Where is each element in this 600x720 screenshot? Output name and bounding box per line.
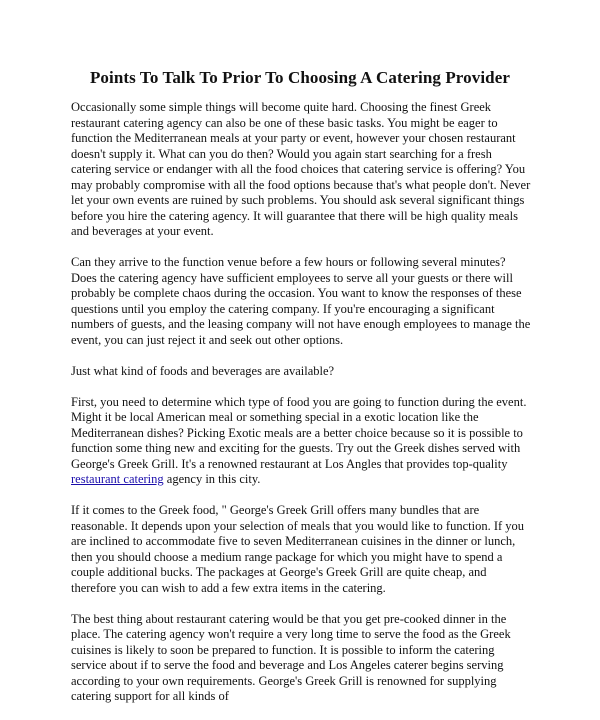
document-body: [71, 100, 531, 720]
paragraph-intro: Occasionally some simple things will become quite hard. Choosing the finest Greek restaurant catering agency can also be one of these basic tasks. You might be eager to function the Mediterranean meals at your party or event, however your chosen restaurant doesn't supply it. What can you do then? Would you again start searching for a fresh catering service or endanger with all the food choices that catering service is offering? You may probably compromise with all the food options because that's what people don't. Never let your own events are ruined by such problems. You should ask several significant things before you hire the catering agency. It will guarantee that there will be high quality meals and beverages at your event.: [71, 100, 531, 238]
paragraph-question: Just what kind of foods and beverages are available?: [71, 363, 335, 378]
restaurant-catering-link[interactable]: restaurant catering: [71, 472, 164, 486]
paragraph-greek-food: If it comes to the Greek food, " George's Greek Grill offers many bundles that are reasonable. It depends upon your selection of meals that you would like to function. If you are inclined to accommodate five to seven Mediterranean cuisines in the dinner or lunch, then you should choose a medium range package for which you might have to spend a couple additional bucks. The packages at George's Greek Grill are quite cheap, and therefore you can wish to add a few extra items in the catering.: [71, 503, 525, 595]
page-title: Points To Talk To Prior To Choosing A Catering Provider: [89, 68, 511, 87]
paragraph-arrival: Can they arrive to the function venue before a few hours or following several minutes? Does the catering agency have sufficient employees to serve all your guests or there will probably be complete chaos during the occasion. You want to know the responses of these questions until you employ the catering company. If you're encouraging a significant numbers of guests, and the leasing company will not have enough employees to manage the event, you can just reject it and seek out other options.: [71, 255, 531, 347]
paragraph-food-type: [71, 395, 531, 488]
paragraph-best-thing: The best thing about restaurant catering would be that you get pre-cooked dinner in the place. The catering agency won't require a very long time to serve the food as the Greek cuisines is likely to soon be prepared to function. It is possible to inform the catering service about if to serve the food and beverage and Los Angeles caterer begins serving according to your own requirements. George's Greek Grill is renowned for supplying catering support for all kinds of: [71, 611, 511, 703]
paragraph-food-type-text-before: First, you need to determine which type of food you are going to function during the event. Might it be local American meal or something special in a exotic location like the Mediterranean dishes? Picking Exotic meals are a better choice because so it is possible to function some thing new and exciting for the guests. Try out the Greek dishes served with George's Greek Grill. It's a renowned restaurant at Los Angles that provides top-quality: [71, 394, 527, 471]
paragraph-food-type-text-after: agency in this city.: [163, 472, 261, 486]
